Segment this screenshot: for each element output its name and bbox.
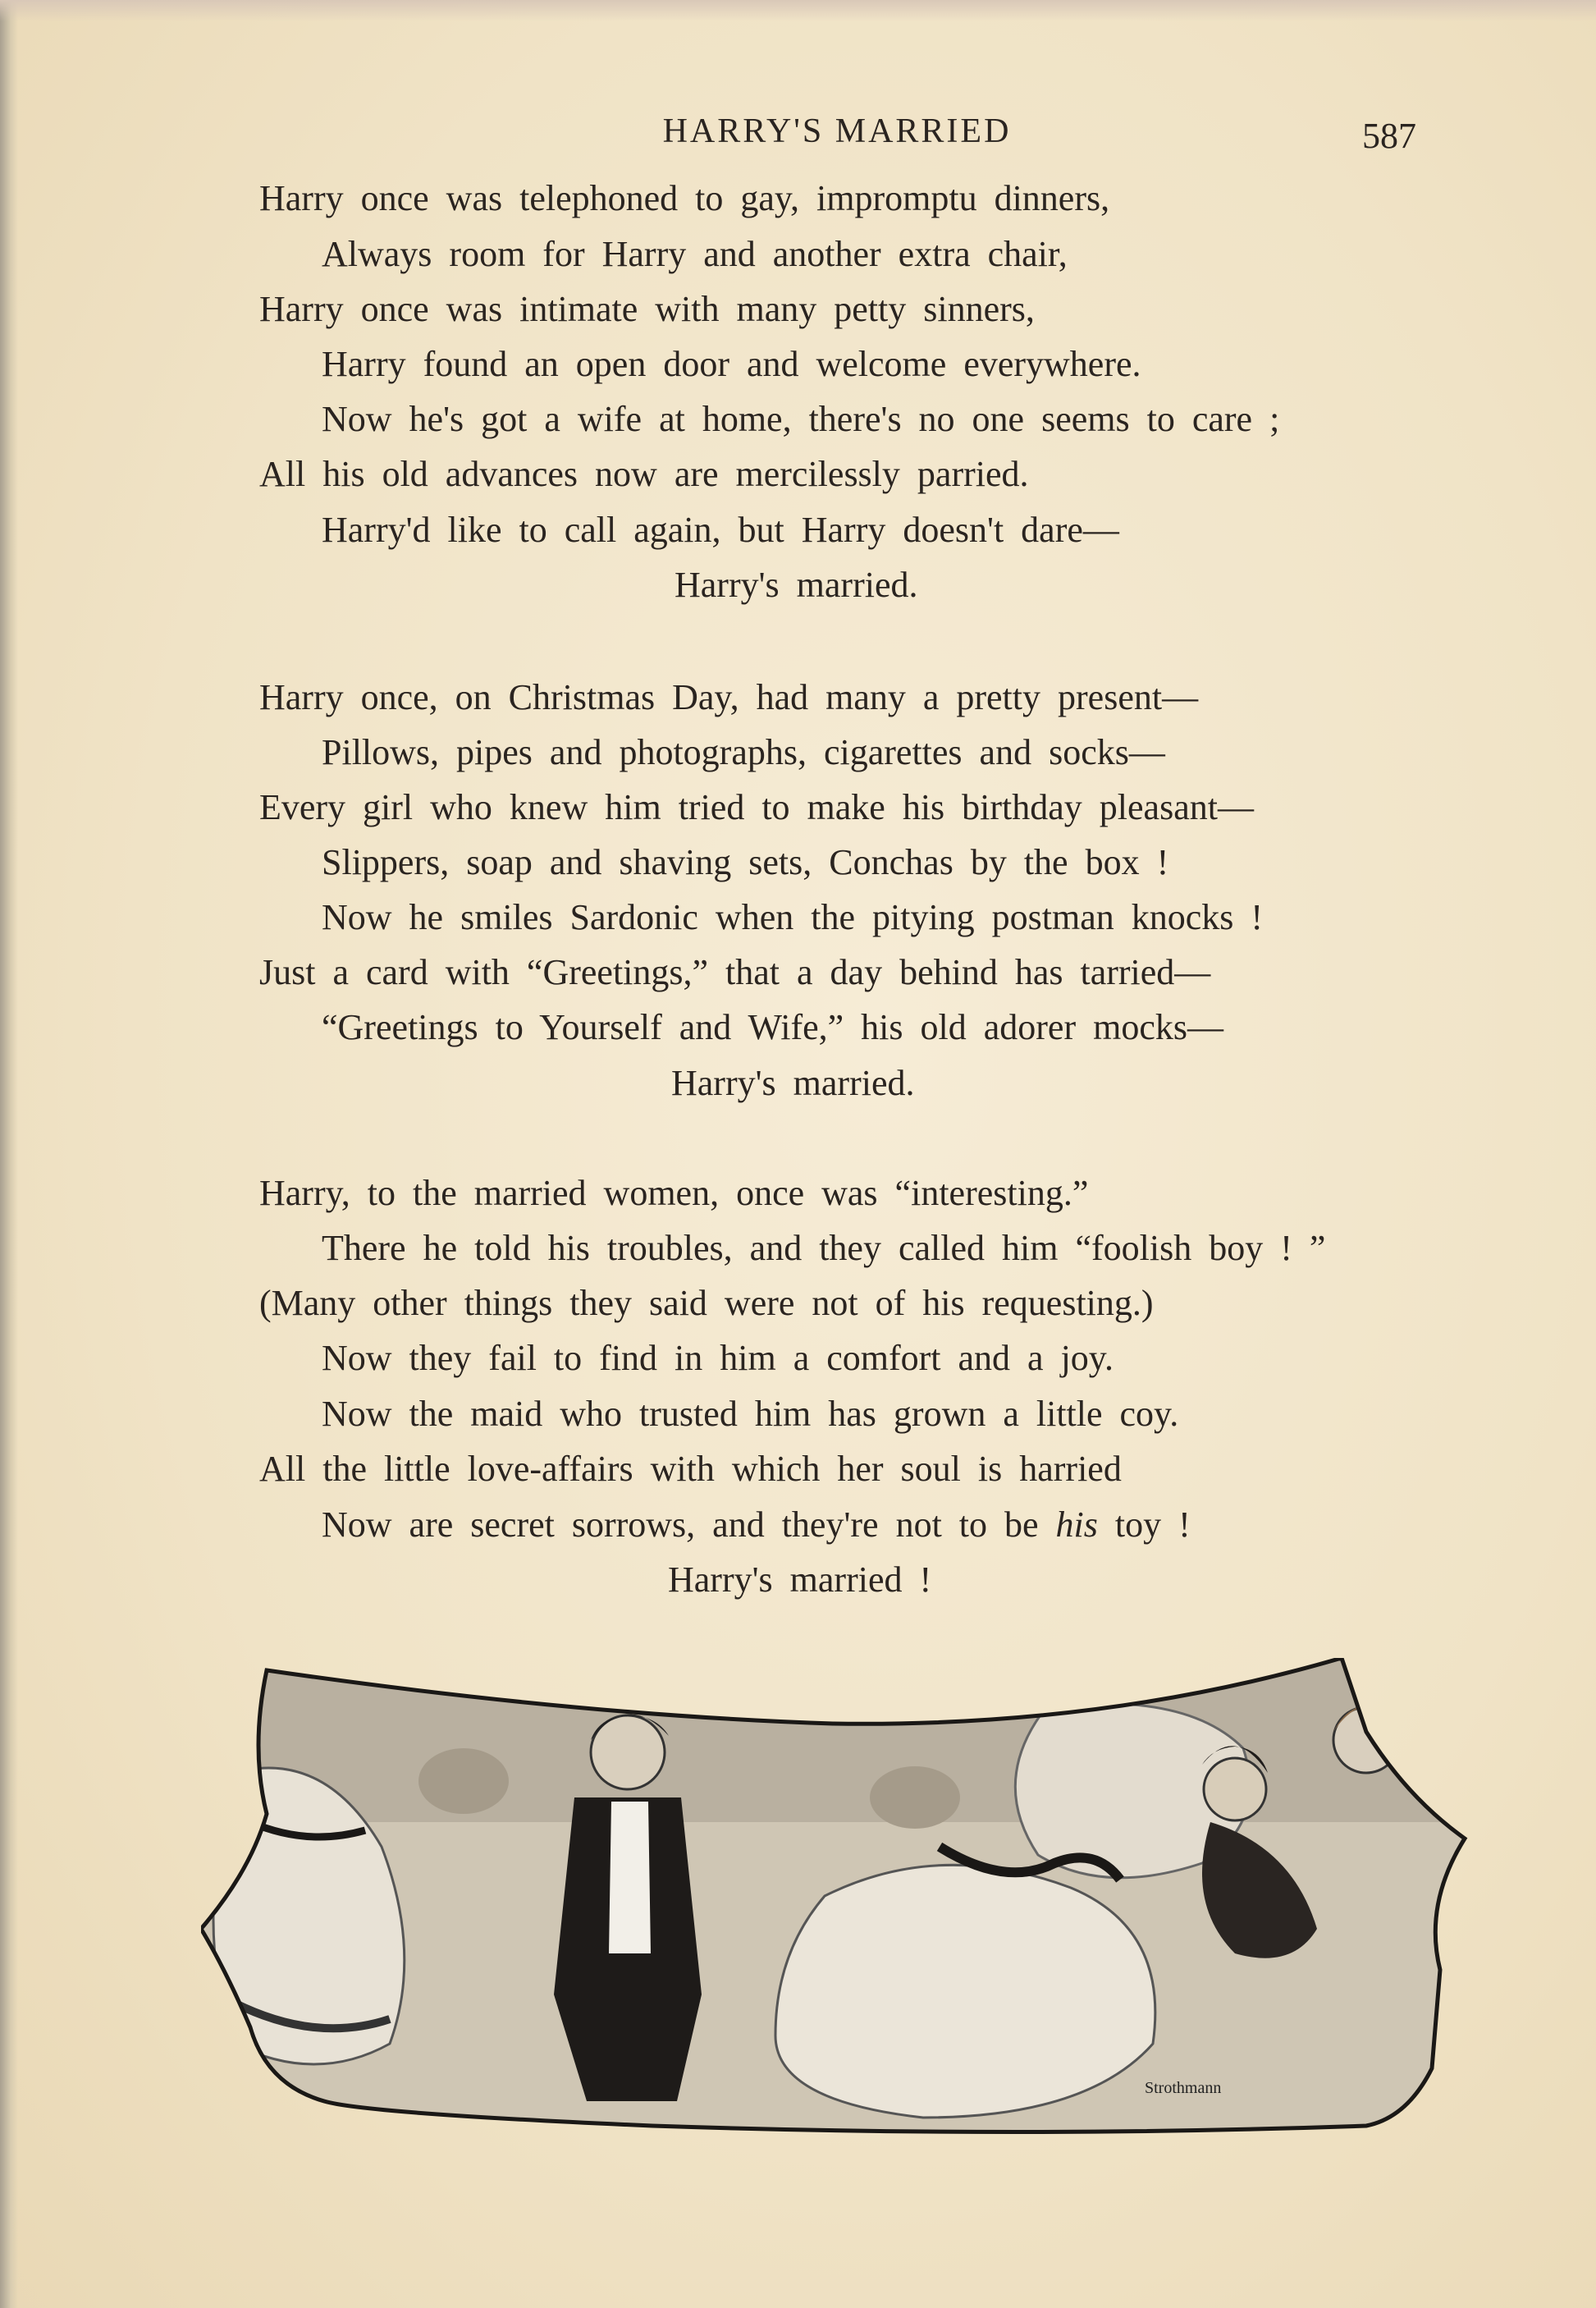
illustration-dance-scene [201, 1658, 1469, 2134]
verse-line: Every girl who knew him tried to make his birthday pleasant— [259, 787, 1254, 827]
verse-line: Just a card with “Greetings,” that a day behind has tarried— [259, 952, 1211, 992]
page-left-edge [0, 0, 18, 2308]
verse-line: Harry once was telephoned to gay, impromptu dinners, [259, 178, 1110, 218]
verse-line: All his old advances now are mercilessly parried. [259, 454, 1029, 494]
illustration-signature: Strothmann [1145, 2079, 1222, 2097]
verse-line: Harry once was intimate with many petty sinners, [259, 289, 1035, 329]
verse-line: “Greetings to Yourself and Wife,” his old adorer mocks— [322, 1007, 1223, 1047]
refrain-line: Harry's married. [675, 565, 918, 605]
page-number: 587 [1362, 116, 1416, 156]
page-top-edge [0, 0, 1596, 21]
verse-line: Always room for Harry and another extra chair, [322, 234, 1068, 274]
verse-line: Harry found an open door and welcome everywhere. [322, 344, 1141, 384]
refrain-line: Harry's married. [671, 1063, 915, 1103]
verse-line [322, 1500, 1191, 1550]
refrain-line: Harry's married ! [668, 1559, 932, 1600]
running-title: HARRY'S MARRIED [662, 112, 1012, 150]
verse-line: Now the maid who trusted him has grown a little coy. [322, 1394, 1179, 1434]
illustration-svg [201, 1658, 1469, 2134]
verse-line: Now they fail to find in him a comfort and a joy. [322, 1338, 1114, 1378]
verse-line: Now he smiles Sardonic when the pitying postman knocks ! [322, 897, 1264, 937]
emphasis-word: his [1055, 1504, 1098, 1545]
verse-tail: toy ! [1097, 1504, 1191, 1545]
verse-line: Harry'd like to call again, but Harry doesn't dare— [322, 510, 1119, 550]
verse-line: There he told his troubles, and they called him “foolish boy ! ” [322, 1228, 1326, 1268]
verse-line: Harry once, on Christmas Day, had many a pretty present— [259, 677, 1199, 717]
verse-line: Harry, to the married women, once was “interesting.” [259, 1173, 1089, 1213]
verse-line: Slippers, soap and shaving sets, Conchas by the box ! [322, 842, 1169, 882]
verse-line: (Many other things they said were not of his requesting.) [259, 1283, 1154, 1323]
verse-line: Now he's got a wife at home, there's no one seems to care ; [322, 399, 1280, 439]
verse-line: All the little love-affairs with which her soul is harried [259, 1449, 1122, 1489]
verse-line: Pillows, pipes and photographs, cigarettes and socks— [322, 732, 1165, 772]
verse-text: Now are secret sorrows, and they're not to be [322, 1504, 1056, 1545]
